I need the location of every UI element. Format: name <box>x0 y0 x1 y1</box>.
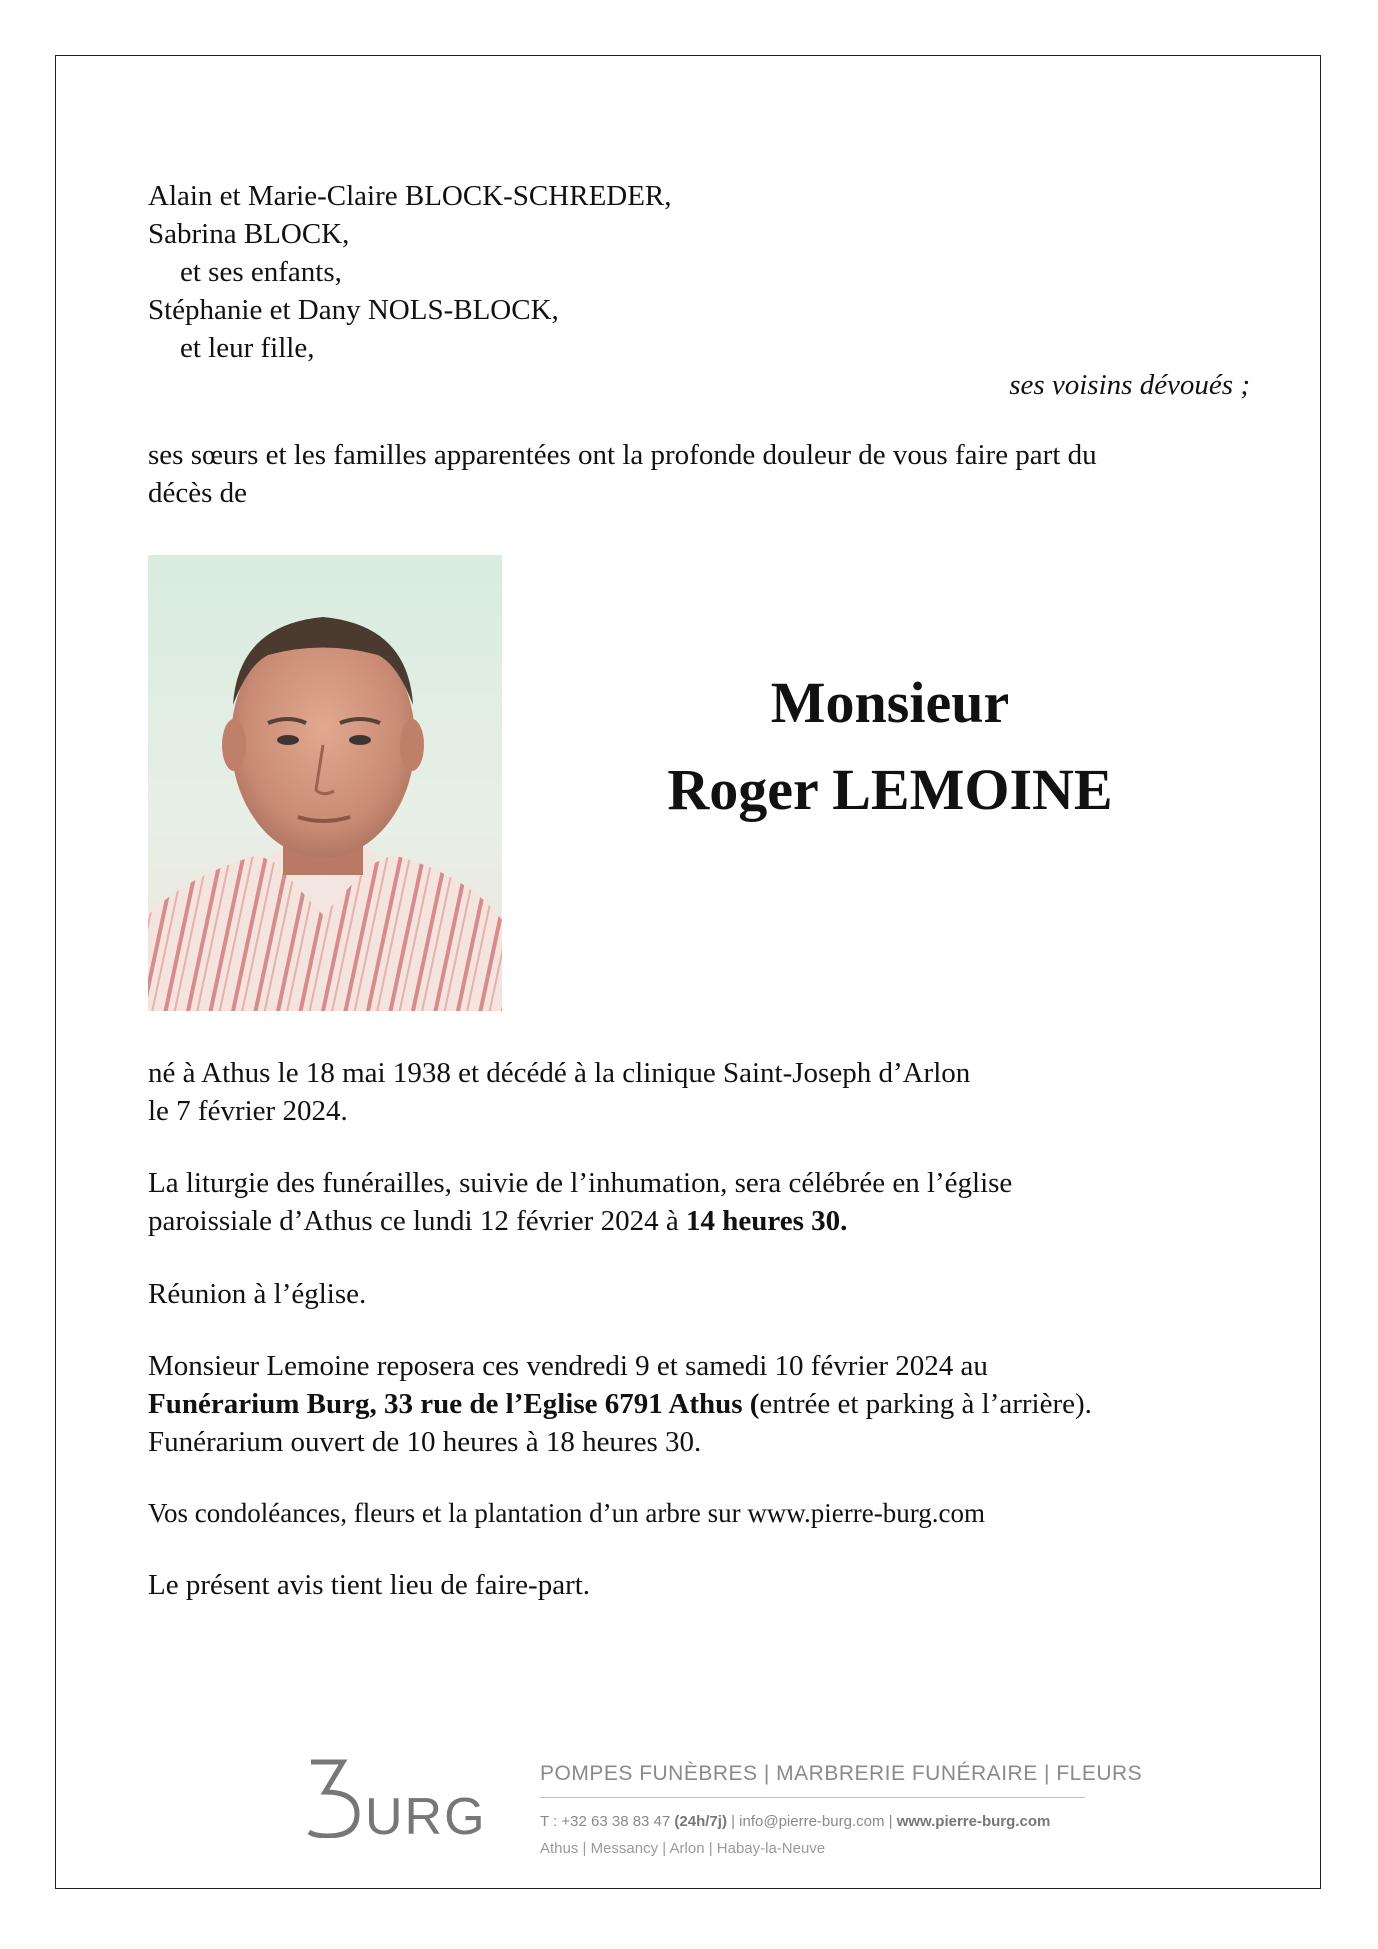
family-line-5: et leur fille, <box>180 332 315 364</box>
intro-line-1: ses sœurs et les familles apparentées ont la profonde douleur de vous faire part du <box>148 439 1097 471</box>
funeral-time: 14 heures 30. <box>685 1205 848 1237</box>
liturgy-line-2-start: paroissiale d’Athus ce lundi 12 février 2024 à <box>148 1205 686 1237</box>
viewing-line-2 <box>148 1386 1092 1423</box>
notice-line: Le présent avis tient lieu de faire-part. <box>148 1569 591 1601</box>
neighbours-line: ses voisins dévoués ; <box>1009 369 1250 401</box>
svg-text:URG: URG <box>365 1788 487 1838</box>
portrait-photo <box>148 555 502 1011</box>
liturgy-line-2 <box>148 1203 847 1240</box>
parking-note: entrée et parking à l’arrière). <box>759 1388 1092 1420</box>
footer-phone: T : +32 63 38 83 47 <box>540 1813 675 1830</box>
footer-services: POMPES FUNÈBRES | MARBRERIE FUNÉRAIRE | FLEURS <box>540 1762 1143 1785</box>
condolences-line: Vos condoléances, fleurs et la plantation d’un arbre sur www.pierre-burg.com <box>148 1498 985 1528</box>
liturgy-line-1: La liturgie des funérailles, suivie de l’inhumation, sera célébrée en l’église <box>148 1167 1013 1199</box>
footer-website[interactable]: www.pierre-burg.com <box>896 1813 1051 1830</box>
footer-divider <box>540 1797 1085 1798</box>
footer-email: | info@pierre-burg.com | <box>726 1813 897 1830</box>
meeting-line: Réunion à l’église. <box>148 1278 367 1310</box>
funerarium-address: Funérarium Burg, 33 rue de l’Eglise 6791 Athus ( <box>148 1388 760 1420</box>
family-line-1: Alain et Marie-Claire BLOCK-SCHREDER, <box>148 180 672 212</box>
family-line-4: Stéphanie et Dany NOLS-BLOCK, <box>148 294 559 326</box>
footer-hours: (24h/7j) <box>674 1813 727 1830</box>
deceased-title: Monsieur <box>770 670 1010 735</box>
intro-line-2: décès de <box>148 477 248 509</box>
family-line-3: et ses enfants, <box>180 256 342 288</box>
footer-contact <box>540 1813 1050 1830</box>
portrait-illustration <box>148 555 502 1011</box>
footer-locations: Athus | Messancy | Arlon | Habay-la-Neuve <box>540 1840 826 1857</box>
burg-logo <box>305 1758 493 1838</box>
birth-line-1: né à Athus le 18 mai 1938 et décédé à la clinique Saint-Joseph d’Arlon <box>148 1057 971 1089</box>
family-line-2: Sabrina BLOCK, <box>148 218 350 250</box>
birth-line-2: le 7 février 2024. <box>148 1095 348 1127</box>
burg-logo-mark <box>305 1758 493 1838</box>
viewing-line-3: Funérarium ouvert de 10 heures à 18 heures 30. <box>148 1426 702 1458</box>
viewing-line-1: Monsieur Lemoine reposera ces vendredi 9 et samedi 10 février 2024 au <box>148 1350 988 1382</box>
deceased-name: Roger LEMOINE <box>667 757 1113 822</box>
